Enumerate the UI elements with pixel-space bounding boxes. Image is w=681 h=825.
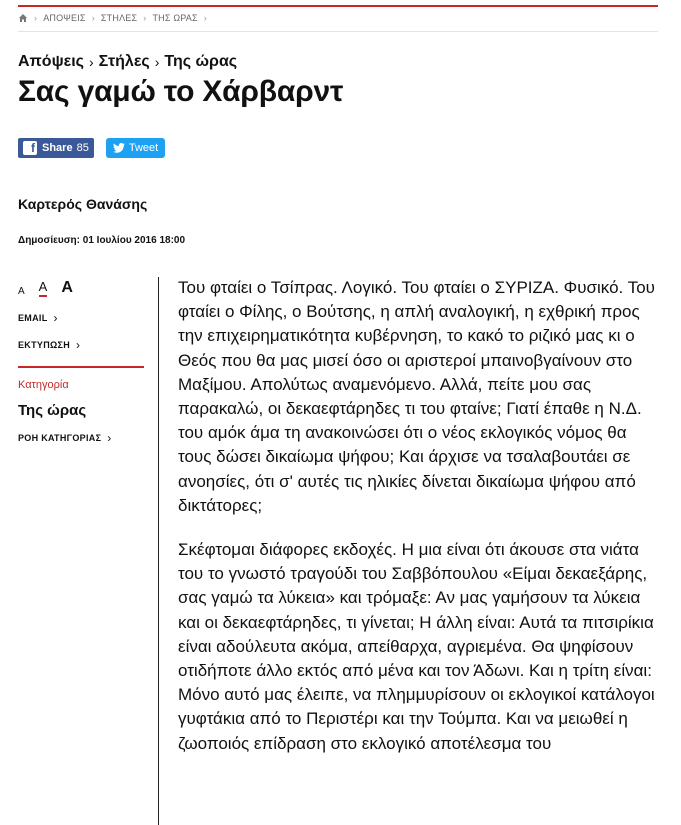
- facebook-share-label: Share: [42, 142, 73, 154]
- section-path-of-the-hour[interactable]: Της ώρας: [164, 53, 238, 70]
- font-size-large-button[interactable]: A: [61, 279, 73, 296]
- chevron-right-icon: ›: [89, 54, 94, 70]
- font-size-medium-button[interactable]: A: [39, 279, 48, 297]
- section-path-opinions[interactable]: Απόψεις: [18, 53, 84, 70]
- article-paragraph: Του φταίει ο Τσίπρας. Λογικό. Του φταίει ο ΣΥΡΙΖΑ. Φυσικό. Του φταίει ο Φίλης, ο Βούτσης, η απλή αναλογική, η εχθρική προς την επιχειρηματικότητα κυβέρνηση, το κακό το ριζικό μας κι ο Θεός που θα μας μισεί όσο οι αριστεροί μπαινοβγαίνουν στο Μαξίμου. Απολύτως αναμενόμενο. Αλλά, πείτε μου σας παρακαλώ, οι δεκαεφτάρηδες τι του φταίνε; Γιατί έπαθε η Ν.Δ. του αμόκ άμα τη ανακοινώσει ότι ο νέος εκλογικός νόμος θα τους δώσει δικαίωμα ψήφου; Και άρχισε να τσαλαβουτάει σε ανοησίες, ότι σ' αυτές τις ηλικίες δίνεται δικαίωμα ψήφου από δικτάτορες;: [178, 278, 655, 515]
- category-flow-label: ΡΟΗ ΚΑΤΗΓΟΡΙΑΣ: [18, 433, 102, 443]
- print-label: ΕΚΤΥΠΩΣΗ: [18, 340, 71, 350]
- chevron-right-icon: ›: [203, 13, 207, 23]
- chevron-right-icon: ›: [107, 431, 112, 445]
- twitter-tweet-label: Tweet: [128, 142, 159, 154]
- breadcrumb-item-columns[interactable]: ΣΤΗΛΕΣ: [100, 13, 138, 23]
- twitter-tweet-button[interactable]: [106, 138, 165, 158]
- published-date: Δημοσίευση: 01 Ιουλίου 2016 18:00: [18, 235, 186, 246]
- chevron-right-icon: ›: [91, 13, 95, 23]
- chevron-right-icon: ›: [34, 13, 38, 23]
- category-flow-link[interactable]: [18, 431, 144, 445]
- share-bar: [18, 138, 165, 158]
- article-sidebar: [18, 277, 144, 445]
- chevron-right-icon: ›: [76, 338, 81, 352]
- font-size-small-button[interactable]: A: [18, 286, 25, 297]
- font-size-controls: [18, 277, 144, 297]
- category-value[interactable]: Της ώρας: [18, 402, 87, 419]
- breadcrumb: [18, 13, 213, 23]
- article-body: [178, 276, 658, 776]
- section-path-columns[interactable]: Στήλες: [98, 53, 150, 70]
- sidebar-divider: [18, 366, 144, 368]
- top-accent-line: [18, 5, 658, 7]
- breadcrumb-item-opinions[interactable]: ΑΠΟΨΕΙΣ: [43, 13, 86, 23]
- divider: [18, 31, 658, 32]
- breadcrumb-item-of-the-hour[interactable]: ΤΗΣ ΩΡΑΣ: [152, 13, 198, 23]
- print-link[interactable]: [18, 338, 144, 352]
- facebook-icon: f: [23, 141, 37, 155]
- content-divider: [158, 277, 159, 825]
- facebook-share-button[interactable]: [18, 138, 94, 158]
- home-icon[interactable]: [18, 13, 28, 23]
- email-label: EMAIL: [18, 313, 48, 323]
- chevron-right-icon: ›: [143, 13, 147, 23]
- facebook-share-count: 85: [76, 142, 89, 154]
- author-name[interactable]: Καρτερός Θανάσης: [18, 196, 148, 212]
- email-link[interactable]: [18, 311, 144, 325]
- section-path: [18, 53, 237, 71]
- article-paragraph: Σκέφτομαι διάφορες εκδοχές. Η μια είναι ότι άκουσε στα νιάτα του το γνωστό τραγούδι του Σαββόπουλου «Είμαι δεκαεξάρης, σας γαμώ τα λύκεια» και τρόμαξε: Αν μας γαμήσουν τα λύκεια και οι δεκαεφτάρηδες, τι γίνεται; Η άλλη είναι: Αυτά τα πιτσιρίκια είναι αδούλευτα ακόμα, απείθαρχα, αγριεμένα. Θα ψηφίσουν οτιδήποτε άλλο εκτός από μένα και τον Άδωνι. Και η τρίτη είναι: Μόνο αυτό μας έλειπε, να πλημμυρίσουν οι εκλογικοί κατάλογοι γυφτάκια από το Περιστέρι και την Τούμπα. Και να μειωθεί η ζωοποιός επίδραση στο εκλογικό αποτέλεσμα του: [178, 540, 655, 753]
- page-title: Σας γαμώ το Χάρβαρντ: [18, 75, 344, 108]
- chevron-right-icon: ›: [154, 54, 160, 70]
- chevron-right-icon: ›: [53, 311, 58, 325]
- twitter-bird-icon: [113, 143, 125, 153]
- category-label: Κατηγορία: [18, 379, 69, 391]
